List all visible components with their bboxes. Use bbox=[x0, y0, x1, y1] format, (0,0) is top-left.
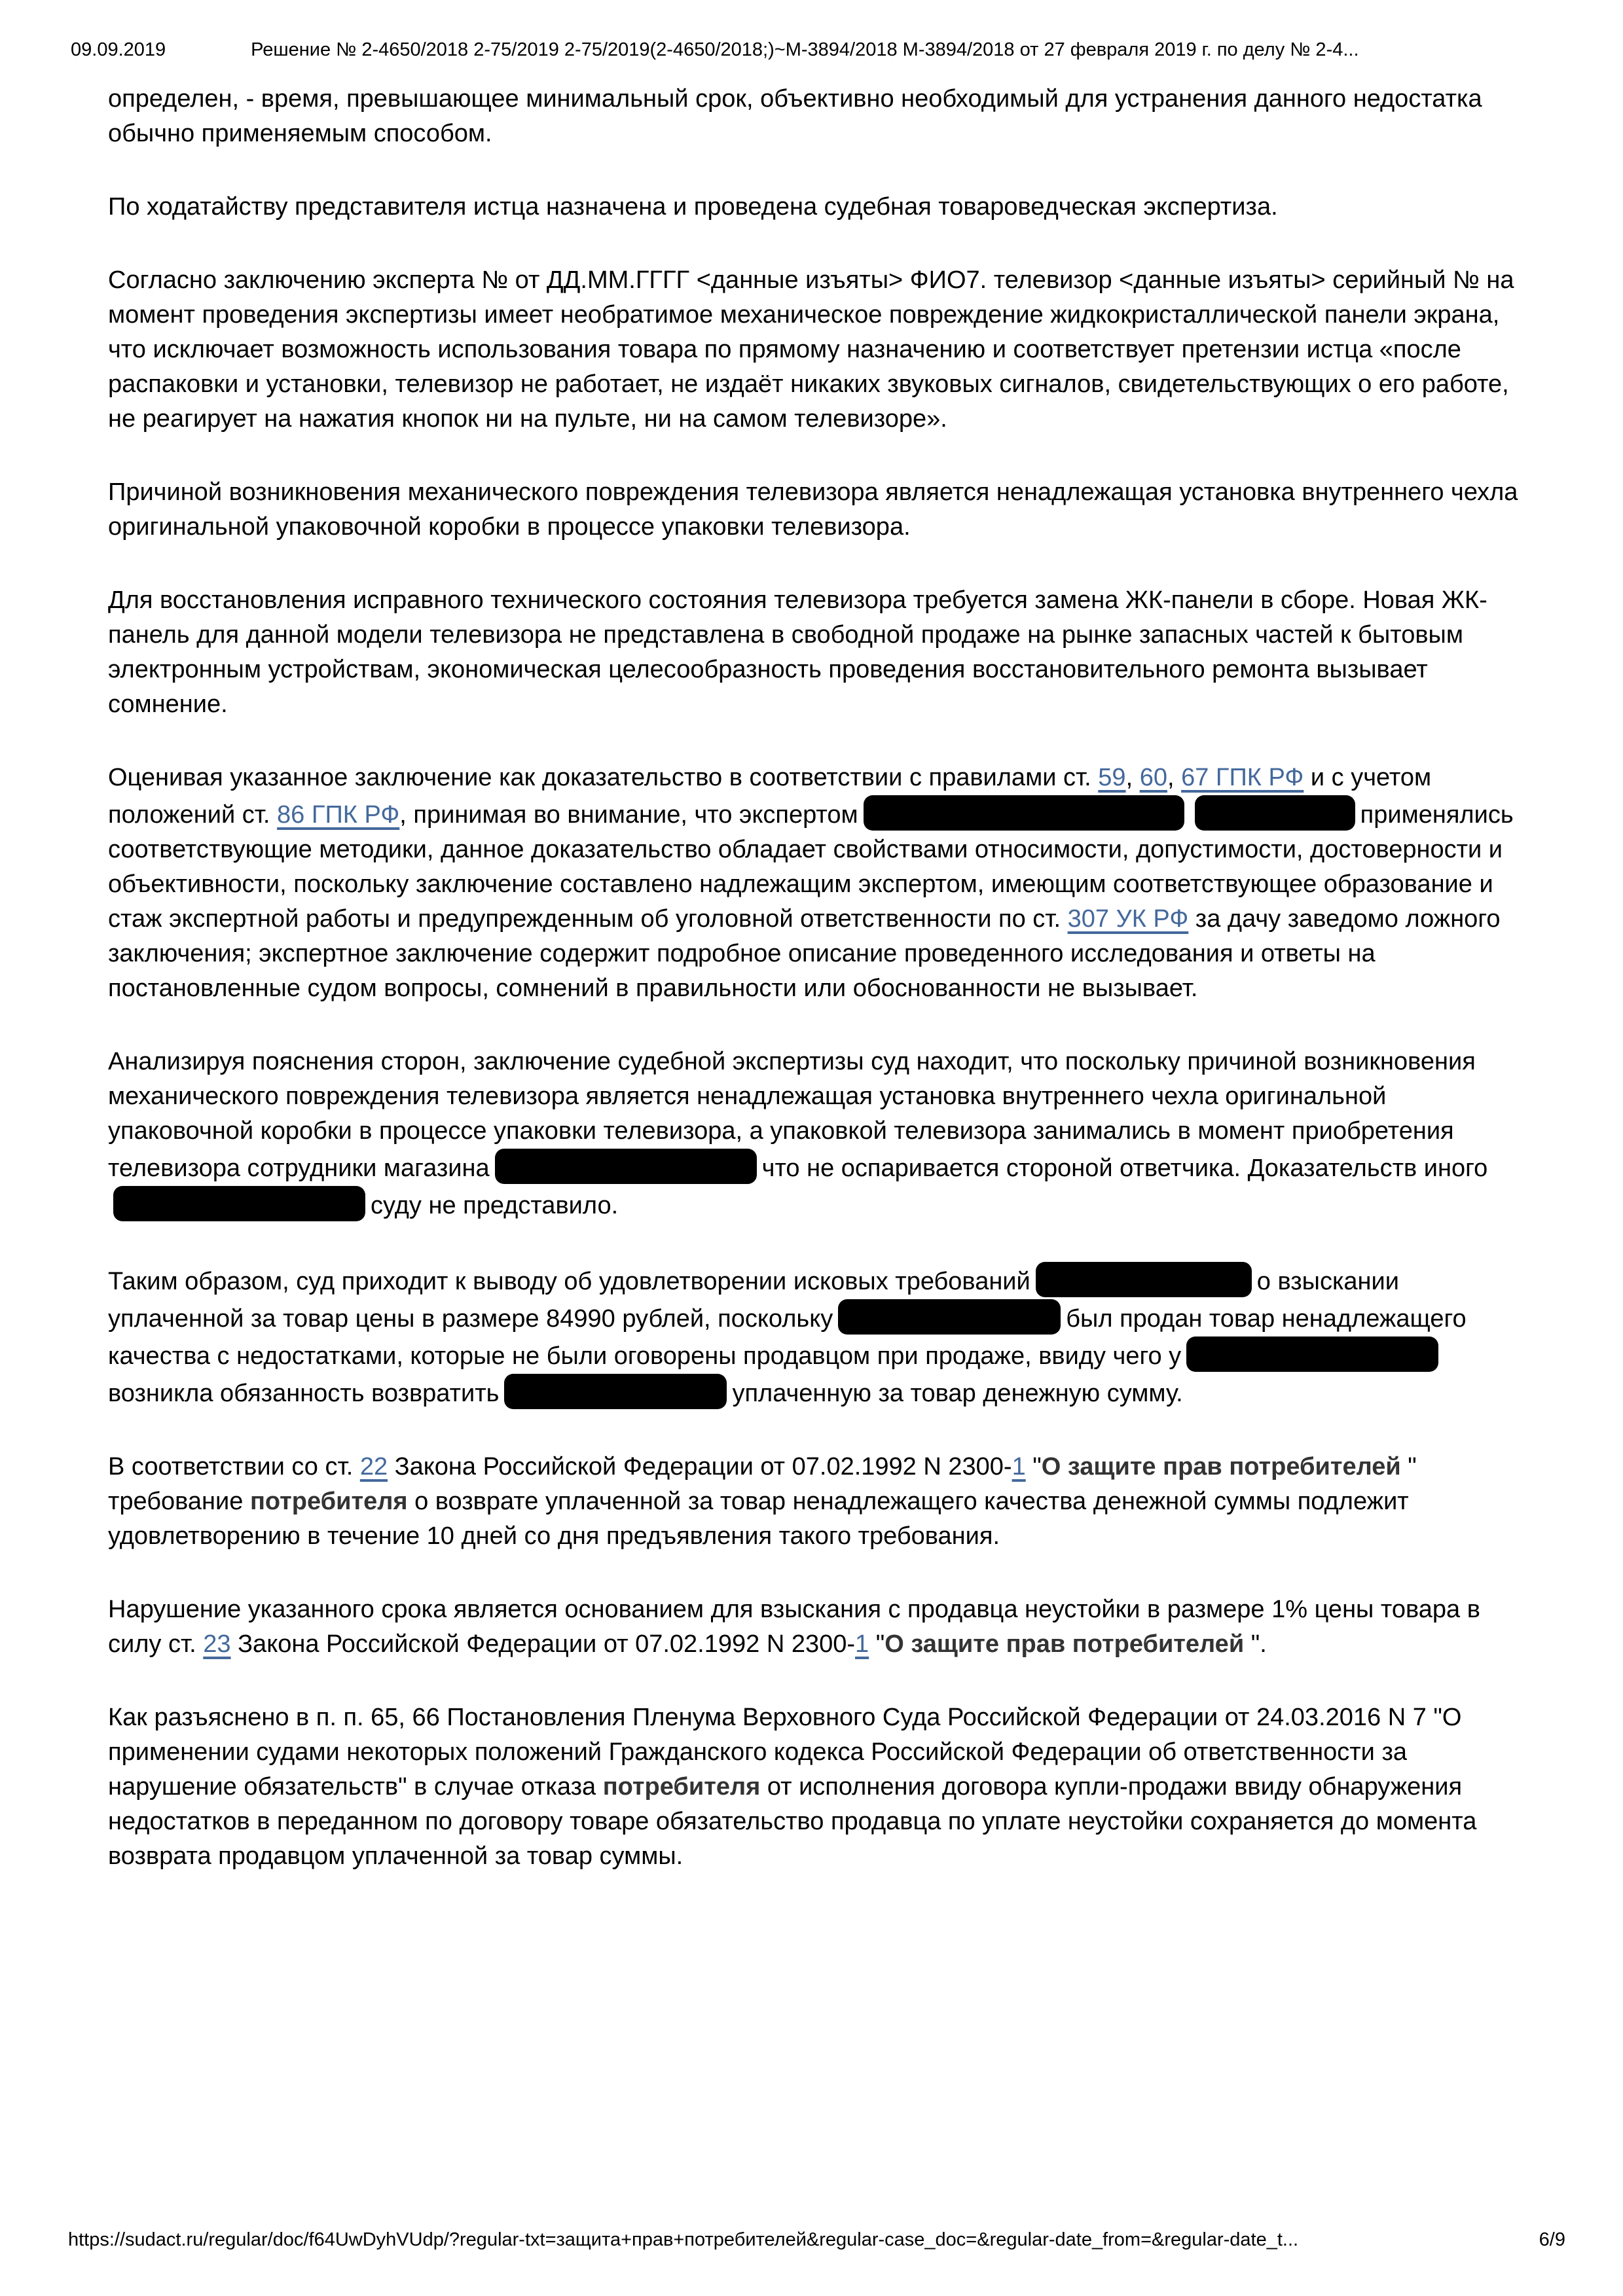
statute-link[interactable]: 67 ГПК РФ bbox=[1181, 764, 1304, 791]
text-run: и с учетом положений ст. bbox=[108, 764, 1432, 829]
text-run: В соответствии со ст. bbox=[108, 1453, 360, 1480]
document-body bbox=[108, 82, 1525, 1912]
statute-link[interactable]: 307 УК РФ bbox=[1067, 905, 1189, 933]
paragraph bbox=[108, 761, 1525, 1006]
statute-link[interactable]: 1 bbox=[855, 1630, 869, 1658]
paragraph bbox=[108, 1045, 1525, 1223]
paragraph bbox=[108, 263, 1525, 437]
text-run: " bbox=[869, 1630, 885, 1658]
text-run: Нарушение указанного срока является основанием для взыскания с продавца неустойки в размере 1% цены товара в силу ст. bbox=[108, 1596, 1480, 1658]
text-run: Как разъяснено в п. п. 65, 66 Постановления Пленума Верховного Суда Российской Федерации от 24.03.2016 N 7 "О применении судами некоторых положений Гражданского кодекса Российской Федерации об ответственности за нарушение обязательств" в случае отказа bbox=[108, 1704, 1462, 1801]
paragraph bbox=[108, 1592, 1525, 1662]
highlighted-term: О защите прав потребителей bbox=[1041, 1453, 1401, 1480]
statute-link[interactable]: 22 bbox=[359, 1453, 388, 1480]
redaction-box bbox=[504, 1374, 727, 1409]
paragraph bbox=[108, 190, 1525, 224]
print-date: 09.09.2019 bbox=[71, 39, 166, 60]
redaction-box bbox=[838, 1299, 1061, 1335]
source-url: https://sudact.ru/regular/doc/f64UwDyhVUdp/?regular-txt=защита+прав+потребителей&regular-case_doc=&regular-date_from=&regular-date_t... bbox=[68, 2229, 1299, 2250]
text-run: Закона Российской Федерации от 07.02.1992 N 2300- bbox=[230, 1630, 856, 1658]
redaction-box bbox=[1195, 795, 1355, 831]
text-run: уплаченную за товар денежную сумму. bbox=[732, 1380, 1183, 1407]
text-run: Согласно заключению эксперта № от ДД.ММ.ГГГГ <данные изъяты> ФИО7. телевизор <данные изъяты> серийный № на момент проведения экспертизы имеет необратимое механическое повреждение жидкокристаллической панели экрана, что исключает возможность использования товара по прямому назначению и соответствует претензии истца «после распаковки и установки, телевизор не работает, не издаёт никаких звуковых сигналов, свидетельствующих о его работе, не реагирует на нажатия кнопок ни на пульте, ни на самом телевизоре». bbox=[108, 266, 1514, 433]
document-title: Решение № 2-4650/2018 2-75/2019 2-75/2019(2-4650/2018;)~М-3894/2018 М-3894/2018 от 27 февраля 2019 г. по делу № 2-4... bbox=[251, 39, 1359, 60]
redaction-box bbox=[495, 1149, 757, 1184]
text-run: Таким образом, суд приходит к выводу об удовлетворении исковых требований bbox=[108, 1268, 1030, 1295]
text-run: от исполнения договора купли-продажи ввиду обнаружения недостатков в переданном по договору товаре обязательство продавца по уплате неустойки сохраняется до момента возврата продавцом уплаченной за товар суммы. bbox=[108, 1773, 1477, 1870]
highlighted-term: О защите прав потребителей bbox=[884, 1630, 1245, 1658]
text-run: о возврате уплаченной за товар ненадлежащего качества денежной суммы подлежит удовлетворению в течение 10 дней со дня предъявления такого требования. bbox=[108, 1488, 1409, 1550]
statute-link[interactable]: 60 bbox=[1139, 764, 1167, 791]
text-run: суду не представило. bbox=[371, 1192, 619, 1219]
text-run: " bbox=[1025, 1453, 1042, 1480]
redaction-box bbox=[864, 795, 1184, 831]
highlighted-term: потребителя bbox=[602, 1773, 761, 1801]
text-run: По ходатайству представителя истца назначена и проведена судебная товароведческая экспертиза. bbox=[108, 193, 1278, 221]
redaction-box bbox=[1036, 1262, 1252, 1297]
paragraph bbox=[108, 1700, 1525, 1874]
print-footer bbox=[68, 2228, 1565, 2251]
text-run: Оценивая указанное заключение как доказательство в соответствии с правилами ст. bbox=[108, 764, 1099, 791]
page-number: 6/9 bbox=[1539, 2229, 1565, 2250]
text-run: был продан товар ненадлежащего качества с недостатками, которые не были оговорены продавцом при продаже, ввиду чего у bbox=[108, 1305, 1467, 1370]
text-run: Для восстановления исправного технического состояния телевизора требуется замена ЖК-панели в сборе. Новая ЖК-панель для данной модели телевизора не представлена в свободной продаже на рынке запасных частей к бытовым электронным устройствам, экономическая целесообразность проведения восстановительного ремонта вызывает сомнение. bbox=[108, 586, 1487, 718]
statute-link[interactable]: 1 bbox=[1012, 1453, 1026, 1480]
paragraph bbox=[108, 475, 1525, 545]
statute-link[interactable]: 23 bbox=[203, 1630, 231, 1658]
highlighted-term: потребителя bbox=[249, 1488, 408, 1515]
text-run: определен, - время, превышающее минимальный срок, объективно необходимый для устранения данного недостатка обычно применяемым способом. bbox=[108, 85, 1482, 147]
text-run: что не оспаривается стороной ответчика. Доказательств иного bbox=[761, 1155, 1488, 1182]
paragraph bbox=[108, 583, 1525, 722]
text-run: , bbox=[1125, 764, 1140, 791]
redaction-box bbox=[113, 1186, 365, 1221]
text-run: Анализируя пояснения сторон, заключение судебной экспертизы суд находит, что поскольку причиной возникновения механического повреждения телевизора является ненадлежащая установка внутреннего чехла оригинальной упаковочной коробки в процессе упаковки телевизора, а упаковкой телевизора занимались в момент приобретения телевизора сотрудники магазина bbox=[108, 1048, 1476, 1182]
text-run: применялись соответствующие методики, данное доказательство обладает свойствами относимости, допустимости, достоверности и объективности, поскольку заключение составлено надлежащим экспертом, имеющим соответствующее образование и стаж экспертной работы и предупрежденным об уголовной ответственности по ст. bbox=[108, 801, 1514, 933]
text-run: ". bbox=[1244, 1630, 1267, 1658]
paragraph bbox=[108, 1450, 1525, 1554]
statute-link[interactable]: 86 ГПК РФ bbox=[277, 801, 400, 829]
text-run: " требование bbox=[108, 1453, 1417, 1515]
text-run: , bbox=[1167, 764, 1182, 791]
paragraph bbox=[108, 82, 1525, 151]
statute-link[interactable]: 59 bbox=[1098, 764, 1126, 791]
text-run: , принимая во внимание, что экспертом bbox=[399, 801, 858, 829]
text-run: Закона Российской Федерации от 07.02.1992 N 2300- bbox=[388, 1453, 1012, 1480]
text-run: за дачу заведомо ложного заключения; экспертное заключение содержит подробное описание проведенного исследования и ответы на постановленные судом вопросы, сомнений в правильности или обоснованности не вызывает. bbox=[108, 905, 1501, 1002]
text-run: о взыскании уплаченной за товар цены в размере 84990 рублей, поскольку bbox=[108, 1268, 1399, 1333]
redaction-box bbox=[1186, 1336, 1438, 1372]
print-header bbox=[71, 38, 1576, 62]
text-run: возникла обязанность возвратить bbox=[108, 1380, 500, 1407]
text-run: Причиной возникновения механического повреждения телевизора является ненадлежащая установка внутреннего чехла оригинальной упаковочной коробки в процессе упаковки телевизора. bbox=[108, 478, 1518, 541]
paragraph bbox=[108, 1262, 1525, 1411]
